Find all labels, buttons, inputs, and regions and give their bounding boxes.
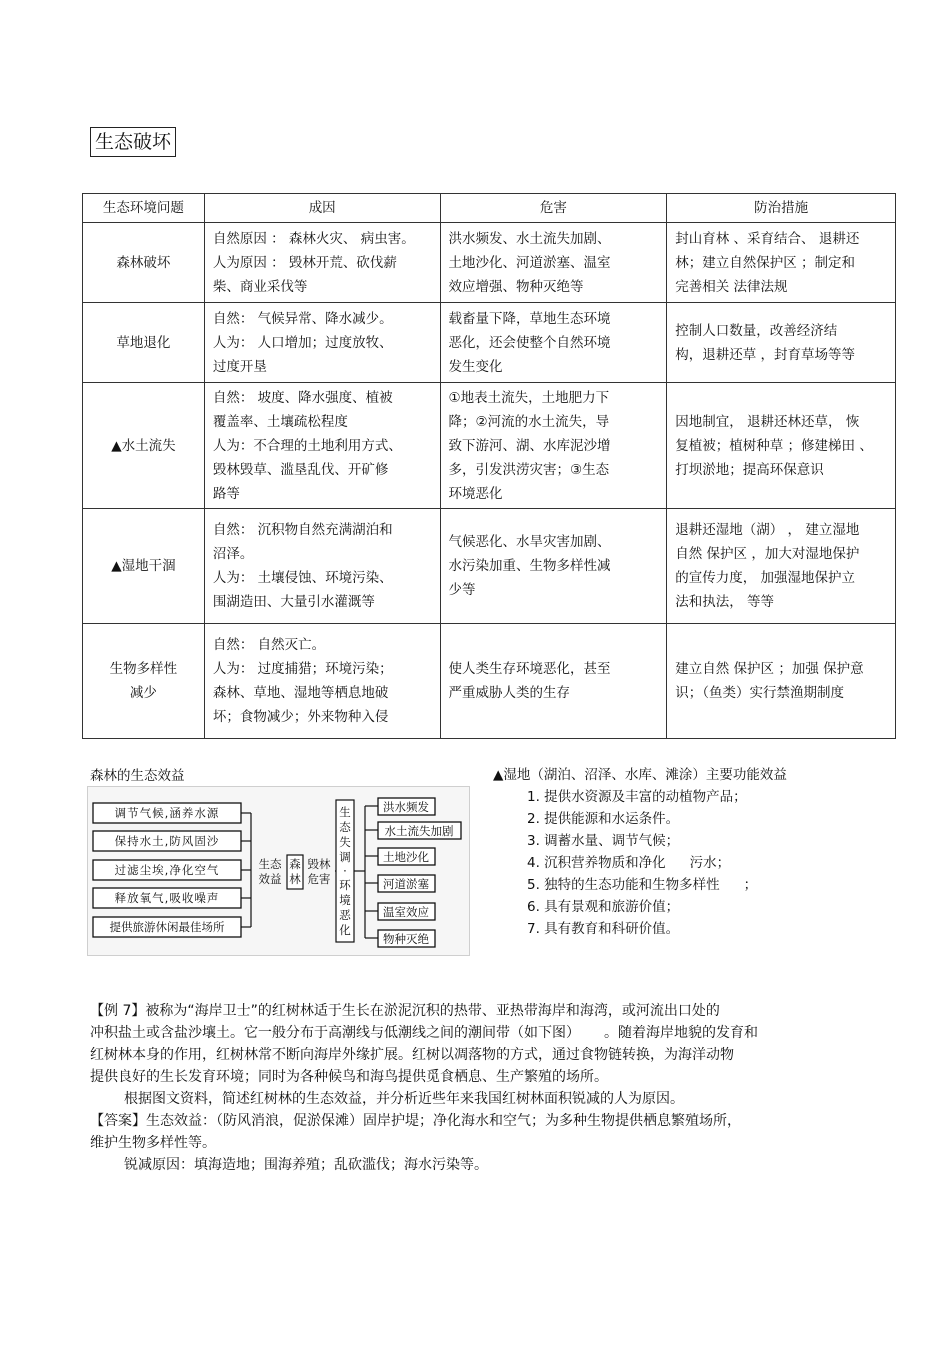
problem-text: 森林破坏 [116,254,171,271]
measure-line: 完善相关 法律法规 [675,278,788,295]
cause-line: 自然： 坡度、降水强度、植被 [212,389,393,406]
destroy-label: 危害 [307,872,331,886]
measure-cell [667,624,896,739]
answer-line: 锐减原因：填海造地；围海养殖；乱砍滥伐；海水污染等。 [124,1157,488,1173]
measure-line: 构，退耕还草 ，封育草场等等 [675,346,856,363]
measure-line: 复植被；植树种草 ；修建梯田 、 [675,437,873,454]
harm-label: 物种灭绝 [383,932,429,946]
answer-line: 【答案】生态效益：（防风消浪，促淤保滩）固岸护堤；净化海水和空气；为多种生物提供栖息繁殖场所， [90,1113,741,1129]
wetland-item [527,874,787,896]
cause-line: 过度开垦 [212,358,267,375]
benefit-label: 释放氧气,吸收噪声 [114,891,220,905]
cause-cell [204,223,440,303]
effect-label: 效益 [258,872,282,886]
answer-line: 维护生物多样性等。 [90,1135,216,1151]
cause-line: 人为： 过度捕猎；环境污染； [212,661,393,677]
cause-line: 自然原因 ： 森林火灾、 病虫害。 [212,230,415,247]
harm-line: 气候恶化、水旱灾害加剧、 [448,534,611,550]
question-line [90,1022,860,1044]
harm-line: 水污染加重、生物多样性减 [448,558,611,574]
harm-cell [440,509,667,624]
forest-benefits-diagram [87,786,470,956]
harm-cell [440,383,667,509]
harm-line: 多，引发洪涝灾害；③生态 [448,461,610,478]
problem-text: ▲水土流失 [111,437,176,454]
harm-line: 致下游河、湖、水库泥沙增 [448,437,611,454]
measure-cell [667,383,896,509]
header-problem: 生态环境问题 [83,194,205,223]
cause-line: 森林、草地、湿地等栖息地破 [212,685,389,701]
wetland-item-part: ； [743,877,758,893]
table-header-row [83,194,896,223]
cause-line: 柴、商业采伐等 [212,278,308,295]
table-row [83,624,896,739]
measure-line: 控制人口数量，改善经济结 [675,322,838,339]
cause-line: 毁林毁草、滥垦乱伐、开矿修 [212,461,389,478]
forest-label: 森 [289,857,301,871]
question-line: 红树林本身的作用，红树林常不断向海岸外缘扩展。红树以凋落物的方式，通过食物链转换，为海洋动物 [90,1047,734,1063]
cause-line: 人为：不合理的土地利用方式、 [212,437,402,454]
cause-cell [204,303,440,383]
measure-line: 封山育林 、采育结合、 退耕还 [675,230,860,247]
wetland-title: ▲湿地（湖泊、沼泽、水库、滩涂）主要功能效益 [493,767,787,783]
imbalance-label: · [343,864,347,878]
cause-line: 自然： 气候异常、降水减少。 [212,310,393,327]
harm-label: 土地沙化 [383,850,429,864]
problem-cell [83,509,205,624]
imbalance-label: 化 [339,923,351,937]
harm-line: 降；②河流的水土流失，导 [448,413,610,430]
table-row [83,223,896,303]
problem-cell [83,383,205,509]
forest-label: 林 [289,872,301,886]
cause-line: 路等 [212,485,240,502]
imbalance-label: 恶 [339,908,351,922]
table-row [83,303,896,383]
measure-line: 识；（鱼类）实行禁渔期制度 [675,685,844,701]
problem-cell [83,624,205,739]
measure-line: 退耕还湿地（湖） ， 建立湿地 [675,522,860,538]
cause-cell [204,509,440,624]
wetland-item: 1. 提供水资源及丰富的动植物产品； [527,789,747,805]
imbalance-label: 生 [339,805,351,819]
wetland-item-part: 4. 沉积营养物质和净化 [527,855,666,871]
forest-benefits-title: 森林的生态效益 [90,768,185,784]
harm-label: 河道淤塞 [383,877,429,891]
cause-line: 自然： 自然灭亡。 [212,637,326,653]
imbalance-label: 环 [339,878,351,892]
harm-line: 土地沙化、河道淤塞、温室 [448,254,611,271]
harm-cell [440,624,667,739]
example-question [90,1000,860,1176]
harm-line: 恶化，还会使整个自然环境 [448,334,611,351]
table-row [83,383,896,509]
wetland-benefits [493,764,787,940]
harm-label: 洪水频发 [383,800,429,814]
problem-text: 草地退化 [116,334,171,351]
imbalance-label: 调 [339,850,351,864]
measure-line: 建立自然 保护区 ；加强 保护意 [675,661,864,677]
benefit-label: 过滤尘埃,净化空气 [114,863,220,877]
harm-line: 少等 [448,582,476,598]
measure-line: 法和执法， 等等 [675,594,775,610]
eco-damage-table [82,193,896,739]
wetland-item: 6. 具有景观和旅游价值； [527,899,680,915]
wetland-item-part: 污水； [689,855,731,871]
benefit-label: 保持水土,防风固沙 [114,834,220,848]
harm-line: 发生变化 [448,358,503,375]
question-line: 提供良好的生长发育环境；同时为各种候鸟和海鸟提供觅食栖息、生产繁殖的场所。 [90,1069,608,1085]
imbalance-label: 境 [339,893,351,907]
header-measure: 防治措施 [667,194,896,223]
problem-text: 减少 [129,685,157,701]
question-prompt: 根据图文资料，简述红树林的生态效益，并分析近些年来我国红树林面积锐减的人为原因。 [124,1091,684,1107]
benefit-label: 提供旅游休闲最佳场所 [109,920,225,934]
cause-cell [204,624,440,739]
question-line: 【例 7】被称为“海岸卫士”的红树林适于生长在淤泥沉积的热带、亚热带海岸和海湾，或河流出口处的 [90,1003,720,1019]
cause-line: 围湖造田、大量引水灌溉等 [212,594,375,610]
cause-line: 覆盖率、土壤疏松程度 [212,413,348,430]
imbalance-label: 失 [339,835,351,849]
cause-line: 人为： 人口增加；过度放牧、 [212,334,393,351]
table-row [83,509,896,624]
harm-line: 效应增强、物种灭绝等 [448,278,584,295]
wetland-item: 2. 提供能源和水运条件。 [527,811,680,827]
problem-text: 生物多样性 [109,661,178,677]
problem-cell [83,303,205,383]
wetland-item: 7. 具有教育和科研价值。 [527,921,680,937]
cause-line: 人为： 土壤侵蚀、环境污染、 [212,570,393,586]
measure-cell [667,223,896,303]
question-part: 冲积盐土或含盐沙壤土。它一般分布于高潮线与低潮线之间的潮间带（如下图） [90,1025,580,1041]
harm-cell [440,303,667,383]
measure-cell [667,303,896,383]
destroy-label: 毁林 [307,857,331,871]
measure-line: 林；建立自然保护区 ；制定和 [675,254,856,271]
harm-line: 严重威胁人类的生存 [448,685,571,701]
benefit-label: 调节气候,涵养水源 [114,806,220,820]
measure-line: 因地制宜， 退耕还林还草， 恢 [675,413,860,430]
problem-cell [83,223,205,303]
problem-text: ▲湿地干涸 [111,558,176,574]
cause-line: 人为原因 ： 毁林开荒、砍伐薪 [212,254,397,271]
measure-line: 的宣传力度， 加强湿地保护立 [675,570,856,586]
cause-line: 自然： 沉积物自然充满湖泊和 [212,522,393,538]
wetland-item: 3. 调蓄水量、调节气候； [527,833,680,849]
header-cause: 成因 [204,194,440,223]
measure-line: 打坝淤地；提高环保意识 [675,461,824,478]
harm-line: 环境恶化 [448,485,503,502]
measure-cell [667,509,896,624]
cause-cell [204,383,440,509]
cause-line: 坏；食物减少；外来物种入侵 [212,709,389,725]
page-title: 生态破坏 [90,127,176,157]
header-harm: 危害 [440,194,667,223]
measure-line: 自然 保护区 ，加大对湿地保护 [675,546,860,562]
harm-cell [440,223,667,303]
wetland-item-part: 5. 独特的生态功能和生物多样性 [527,877,720,893]
cause-line: 沼泽。 [212,546,254,562]
harm-line: 洪水频发、水土流失加剧、 [448,230,611,247]
harm-label: 温室效应 [383,905,429,919]
harm-label: 水土流失加剧 [384,824,454,838]
harm-line: ①地表土流失，土地肥力下 [448,389,610,406]
effect-label: 生态 [258,857,282,871]
harm-line: 使人类生存环境恶化，甚至 [448,661,611,677]
wetland-item [527,852,787,874]
imbalance-label: 态 [339,820,351,834]
question-part: 。随着海岸地貌的发育和 [604,1025,758,1041]
harm-line: 载畜量下降，草地生态环境 [448,310,611,327]
